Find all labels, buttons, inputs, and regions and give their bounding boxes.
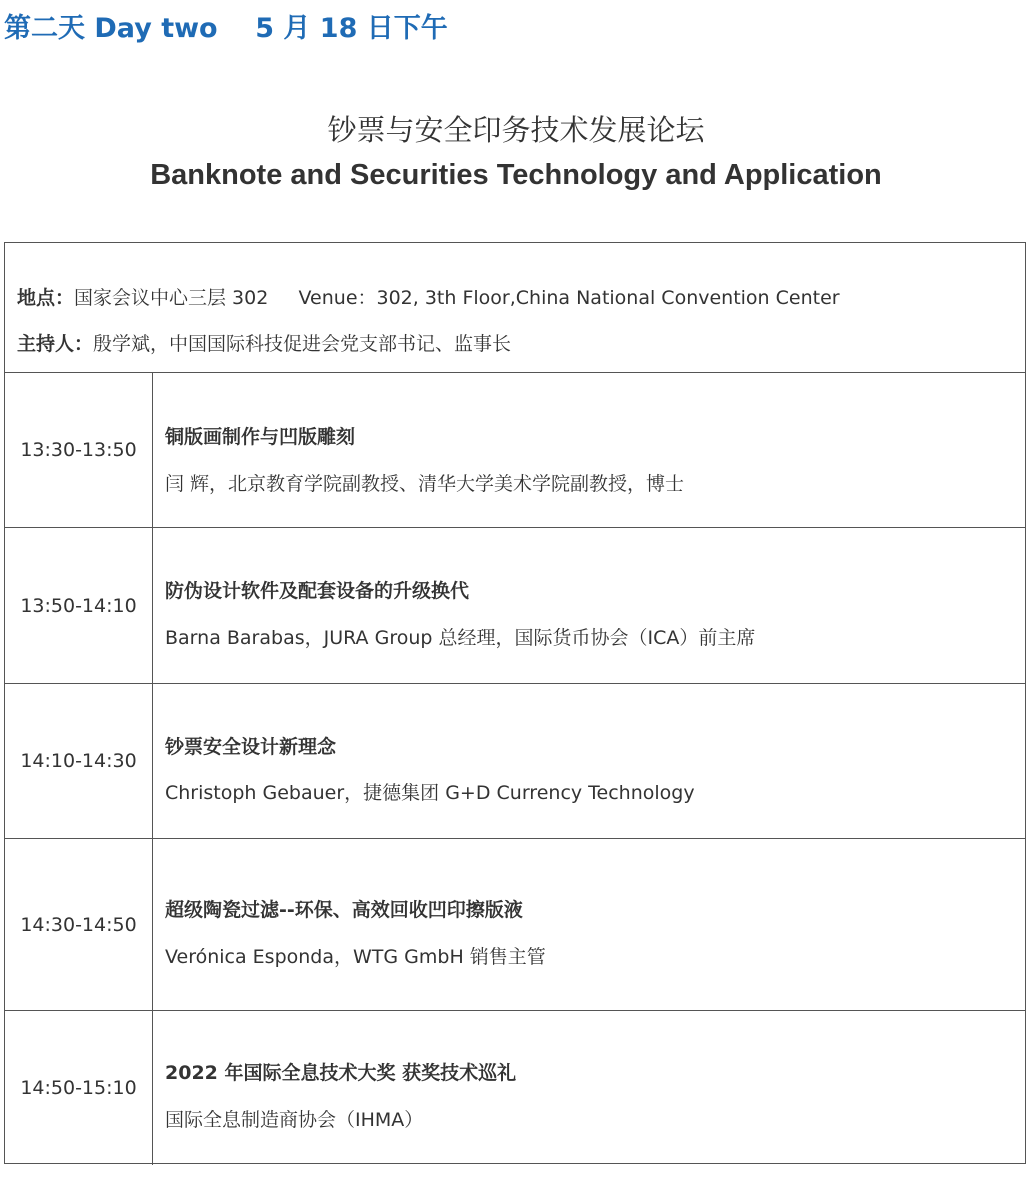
session-speaker: Barna Barabas，JURA Group 总经理，国际货币协会（ICA）前主席: [165, 627, 756, 649]
session-content: [165, 839, 1015, 1010]
host-value: 殷学斌，中国国际科技促进会党支部书记、监事长: [93, 333, 512, 355]
session-title: 铜版画制作与凹版雕刻: [165, 426, 356, 448]
session-speaker: 闫 辉，北京教育学院副教授、清华大学美术学院副教授，博士: [165, 473, 685, 495]
session-time: 14:30-14:50: [5, 839, 153, 1010]
session-time: 13:50-14:10: [5, 528, 153, 683]
session-speaker: Christoph Gebauer，捷德集团 G+D Currency Technology: [165, 782, 695, 804]
table-row: [5, 373, 1025, 528]
schedule-table: [4, 242, 1026, 1164]
venue-label: 地点：: [17, 287, 75, 309]
table-row: [5, 528, 1025, 684]
session-title: 钞票安全设计新理念: [165, 736, 337, 758]
forum-title-en: Banknote and Securities Technology and Application: [150, 159, 882, 191]
table-row: [5, 684, 1025, 839]
session-time: 14:50-15:10: [5, 1011, 153, 1165]
session-speaker: 国际全息制造商协会（IHMA）: [165, 1109, 424, 1131]
session-content: [165, 684, 1015, 838]
day-header: 第二天 Day two 5 月 18 日下午: [4, 13, 448, 44]
session-content: [165, 528, 1015, 683]
host-label: 主持人：: [17, 333, 94, 355]
table-row: [5, 1011, 1025, 1165]
session-time: 14:10-14:30: [5, 684, 153, 838]
session-speaker: Verónica Esponda，WTG GmbH 销售主管: [165, 946, 546, 968]
session-title: 防伪设计软件及配套设备的升级换代: [165, 580, 470, 602]
session-title: 2022 年国际全息技术大奖 获奖技术巡礼: [165, 1062, 517, 1084]
session-content: [165, 373, 1015, 527]
host-line: [17, 329, 511, 356]
venue-line: [17, 283, 840, 310]
session-time: 13:30-13:50: [5, 373, 153, 527]
session-content: [165, 1011, 1015, 1165]
venue-value: 国家会议中心三层 302 Venue：302, 3th Floor,China National Convention Center: [74, 287, 840, 309]
forum-title-cn: 钞票与安全印务技术发展论坛: [327, 113, 705, 147]
table-row: [5, 839, 1025, 1011]
forum-info-box: [5, 243, 1025, 373]
session-title: 超级陶瓷过滤--环保、高效回收凹印擦版液: [165, 899, 523, 921]
